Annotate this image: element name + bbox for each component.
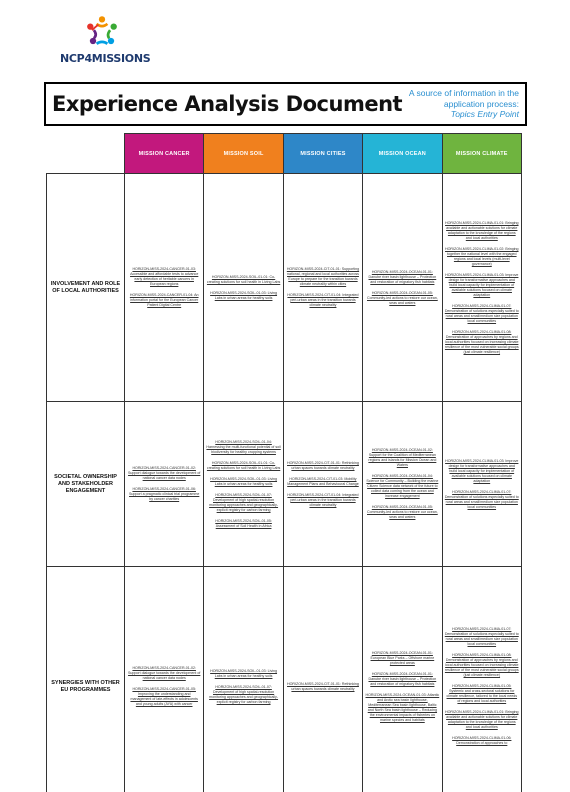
column-header-climate: MISSION CLIMATE (442, 134, 521, 174)
topic-link[interactable]: HORIZON-MISS-2024-CIT-01-01: Rethinking urban spaces towards climate neutrality (287, 681, 359, 691)
topic-link[interactable]: HORIZON-MISS-2024-SOIL-01-03: Living Labs in urban areas for healthy soils (210, 668, 278, 678)
logo-text: NCP4MISSIONS (60, 52, 151, 65)
topic-link[interactable]: HORIZON-MISS-2024-CLIMA-01-08: Demonstration of approaches by regions and local authorities focused on increasing climate resilience of the most vulnerable social groups (just climate resilience) (444, 329, 519, 354)
column-header-cities: MISSION CITIES (283, 134, 362, 174)
table-cell (283, 402, 362, 567)
topic-link[interactable]: HORIZON-MISS-2024-CIT-01-04: Integrated peri-urban areas in the transition towards climate neutrality (287, 293, 359, 307)
topic-link[interactable]: HORIZON-MISS-2024-CIT-01-01: Rethinking urban spaces towards climate neutrality (287, 460, 359, 470)
topic-link[interactable]: HORIZON-MISS-2024-CLIMA-01-03: Improve design for transformative approaches and build local capacity for implementation of available solutions focused on climate adaptation (445, 458, 519, 483)
table-cell (442, 174, 521, 402)
topic-link[interactable]: HORIZON-MISS-2024-SOIL-01-07: Development of high spatial-resolution monitoring approaches and geographically-explicit registry for carbon farming (209, 492, 279, 512)
topic-link[interactable]: HORIZON-MISS-2024-CLIMA-01-06: Demonstration of approaches to (452, 736, 512, 745)
topic-link[interactable]: HORIZON-MISS-2024-CLIMA-01-03: Improve design for transformative approaches and build local capacity for implementation of available solutions focused on climate adaptation (445, 272, 519, 297)
table-cell (363, 174, 442, 402)
topic-link[interactable]: HORIZON-MISS-2024-CANCER-01-02: Support dialogue towards the development of national cancer data nodes (128, 466, 201, 480)
topic-link[interactable]: HORIZON-MISS-2024-OCEAN-01-05: Community-led actions to restore our ocean, seas and waters (367, 505, 438, 519)
topic-link[interactable]: HORIZON-MISS-2024-CANCER-01-05: Improving the understanding and management of late-effects in adolescents and young adults (AYA) with cancer (130, 687, 198, 706)
topic-link[interactable]: HORIZON-MISS-2024-CIT-01-03: Mobility Management Plans and Behavioural Change (287, 476, 359, 486)
source-note (389, 88, 519, 120)
topic-link[interactable]: HORIZON-MISS-2024-CLIMA-01-01: Bringing available and actionable solutions for climate adaptation to the knowledge of the regions and local authorities (445, 220, 519, 240)
topic-link[interactable]: HORIZON-MISS-2024-SOIL-01-04: Harnessing the multi-functional potential of soil biodiversity for healthy cropping systems (206, 439, 281, 454)
row-header: INVOLVEMENT AND ROLE OF LOCAL AUTHORITIES (47, 174, 125, 402)
page-title: Experience Analysis Document (52, 92, 403, 116)
row-header: SOCIETAL OWNERSHIP AND STAKEHOLDER ENGAGEMENT (47, 402, 125, 567)
topic-link[interactable]: HORIZON-MISS-2024-SOIL-01-07: Development of high spatial-resolution monitoring approaches and geographically-explicit registry for carbon farming (209, 684, 279, 704)
topic-link[interactable]: HORIZON-MISS-2024-OCEAN-01-01: Danube river basin lighthouse – Protection and restoration of migratory fish habitats (368, 671, 437, 686)
topic-link[interactable]: HORIZON-MISS-2024-CANCER-01-02: Support dialogue towards the development of national cancer data nodes (128, 666, 201, 680)
topic-link[interactable]: HORIZON-MISS-2024-OCEAN-01-05: Community-led actions to restore our ocean, seas and waters (367, 290, 438, 305)
title-box (44, 82, 527, 126)
table-cell (125, 567, 204, 792)
table-cell (125, 174, 204, 402)
topic-link[interactable]: HORIZON-MISS-2024-OCEAN-01-01: European Blue Parks – Offshore marine protected areas (370, 650, 435, 665)
column-header-cancer: MISSION CANCER (125, 134, 204, 174)
corner-cell (47, 134, 125, 174)
table-body (47, 174, 522, 792)
table-row (47, 402, 522, 567)
topic-link[interactable]: HORIZON-MISS-2024-CLIMA-01-07: Demonstration of solutions especially suited to rural areas and small/medium size population local communities (444, 627, 519, 646)
row-header: SYNERGIES WITH OTHER EU PROGRAMMES (47, 567, 125, 792)
topic-link[interactable]: HORIZON-MISS-2024-CANCER-01-06: Support a pragmatic clinical trial programme by cancer charities (129, 487, 200, 501)
topic-link[interactable]: HORIZON-MISS-2024-CLIMA-01-07: Demonstration of solutions especially suited to rural areas and small/medium size population local communities (444, 303, 519, 323)
table-cell (363, 402, 442, 567)
topic-link[interactable]: HORIZON-MISS-2024-SOIL-01-01: Co-creating solutions for soil health in Living Labs (206, 460, 281, 470)
table-cell (442, 567, 521, 792)
topic-link[interactable]: HORIZON-MISS-2024-SOIL-01-03: Living Labs in urban areas for healthy soils (210, 290, 278, 300)
table-cell (204, 174, 283, 402)
topic-link[interactable]: HORIZON-MISS-2024-CLIMA-01-08: Demonstration of approaches by regions and local authorities focused on increasing climate resilience of the most vulnerable social groups (just climate resilience) (444, 653, 519, 677)
topic-link[interactable]: HORIZON-MISS-2024-CANCER-01-03: Accessible and affordable tests to advance early detection of heritable cancers in European regions (130, 267, 199, 286)
table-cell (442, 402, 521, 567)
table-cell (283, 174, 362, 402)
topic-link[interactable]: HORIZON-MISS-2024-OCEAN-01-04: Science for Community – Building the marine Citizen Science data network of the future to collect data coming from the ocean and increase engagement (366, 474, 439, 498)
table-cell (204, 402, 283, 567)
ncp4missions-logo (60, 12, 151, 74)
table-row (47, 567, 522, 792)
source-line-2: application process: (443, 98, 519, 109)
topic-link[interactable]: HORIZON-MISS-2024-CIT-01-01: Supporting national, regional and local authorities across Europe to prepare for the transition towards climate neutrality within cities (286, 267, 360, 286)
topic-link[interactable]: HORIZON-MISS-2024-SOIL-01-05: Assessment of Soil Health in Africa (215, 518, 272, 528)
column-header-ocean: MISSION OCEAN (363, 134, 442, 174)
table-row (47, 174, 522, 402)
source-line-1: A source of information in the (408, 88, 519, 98)
table-cell (125, 402, 204, 567)
topic-link[interactable]: HORIZON-MISS-2024-CLIMA-01-02: Bringing together the national level with the engaged regions and local levels (multi-level governance) (445, 246, 519, 266)
topic-link[interactable]: HORIZON-MISS-2024-CLIMA-01-07: Demonstration of solutions especially suited to rural areas and small/medium size population local communities (444, 489, 519, 509)
source-line-3: Topics Entry Point (450, 109, 519, 119)
table-cell (363, 567, 442, 792)
topic-link[interactable]: HORIZON-MISS-2024-CIT-01-04: Integrated peri-urban areas in the transition towards climate neutrality (287, 492, 359, 507)
analysis-table (46, 133, 522, 792)
topic-link[interactable]: HORIZON-MISS-2024-SOIL-01-01: Co-creating solutions for soil health in Living Labs (206, 274, 281, 284)
table-cell (204, 567, 283, 792)
topic-link[interactable]: HORIZON-MISS-2024-OCEAN-01-01: Danube river basin lighthouse – Protection and restoration of migratory fish habitats (368, 269, 437, 284)
topic-link[interactable]: HORIZON-MISS-2024-OCEAN-01-02: Support for the Coalition of Mediterranean regions and islands for Mission Ocean and Waters (368, 448, 437, 467)
header-row (47, 134, 522, 174)
topic-link[interactable]: HORIZON-MISS-2024-SOIL-01-03: Living Labs in urban areas for healthy soils (210, 476, 278, 486)
table-cell (283, 567, 362, 792)
topic-link[interactable]: HORIZON-MISS-2024-CLIMA-01-05: Systemic and cross-sectoral solutions for climate resilience, tailored to the local needs of regions and local authorities (446, 684, 518, 703)
people-circle-logo-icon (84, 14, 120, 50)
column-header-soil: MISSION SOIL (204, 134, 283, 174)
topic-link[interactable]: HORIZON-MISS-2024-CLIMA-01-01: Bringing available and actionable solutions for climate adaptation to the knowledge of the regions and local authorities (445, 710, 519, 729)
topic-link[interactable]: HORIZON-MISS-2024-CANCER-01-04: An information portal for the European Cancer Patient Digital Centre (129, 293, 199, 307)
topic-link[interactable]: HORIZON-MISS-2024-OCEAN-01-03: Atlantic and Arctic sea basin lighthouse, Mediterranean Sea basin lighthouse, Baltic and North Sea basin lighthouse – Reducing the environmental impacts of fisheries on marine species and habitats (365, 692, 440, 722)
